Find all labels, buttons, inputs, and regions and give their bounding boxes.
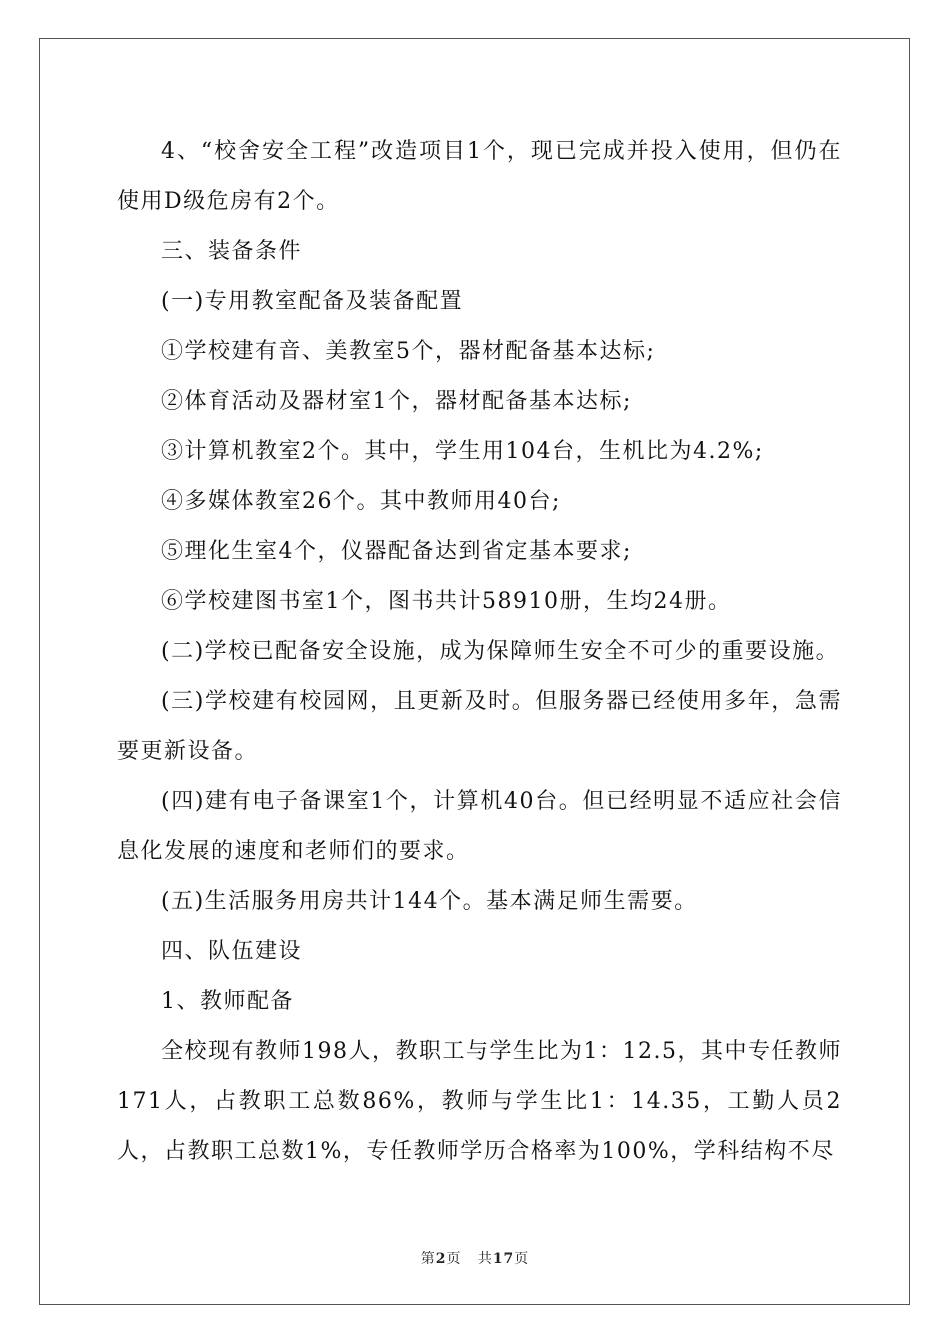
total-page-count: 17 [492,1251,515,1267]
list-item: ④多媒体教室26个。其中教师用40台; [161,489,561,514]
page-footer [0,1248,950,1268]
paragraph: (四)建有电子备课室1个，计算机40台。但已经明显不适应社会信息化发展的速度和老师们的要求。 [117,789,842,864]
paragraph: 4、“校舍安全工程”改造项目1个，现已完成并投入使用，但仍在使用D级危房有2个。 [117,139,842,214]
subsection-heading: 1、教师配备 [161,989,294,1014]
list-item: ⑥学校建图书室1个，图书共计58910册，生均24册。 [161,589,732,614]
list-item: ③计算机教室2个。其中，学生用104台，生机比为4.2%; [161,439,764,464]
paragraph: (五)生活服务用房共计144个。基本满足师生需要。 [161,889,698,914]
current-page-number: 2 [435,1251,447,1267]
section-heading: 四、队伍建设 [161,939,303,964]
footer-page-suffix: 页 [446,1251,462,1267]
paragraph: (二)学校已配备安全设施，成为保障师生安全不可少的重要设施。 [161,639,840,664]
list-item: ②体育活动及器材室1个，器材配备基本达标; [161,389,632,414]
footer-total-prefix: 共 [477,1251,493,1267]
subsection-heading: (一)专用教室配备及装备配置 [161,289,464,314]
footer-total-suffix: 页 [514,1251,530,1267]
paragraph: (三)学校建有校园网，且更新及时。但服务器已经使用多年，急需要更新设备。 [117,689,842,764]
section-heading: 三、装备条件 [161,239,303,264]
document-body [117,127,842,1177]
list-item: ①学校建有音、美教室5个，器材配备基本达标; [161,339,656,364]
list-item: ⑤理化生室4个，仪器配备达到省定基本要求; [161,539,632,564]
footer-prefix: 第 [420,1251,436,1267]
paragraph: 全校现有教师198人，教职工与学生比为1：12.5，其中专任教师171人，占教职工总数86%，教师与学生比1：14.35，工勤人员2人，占教职工总数1%，专任教师学历合格率为100%，学科结构不尽 [117,1039,842,1164]
